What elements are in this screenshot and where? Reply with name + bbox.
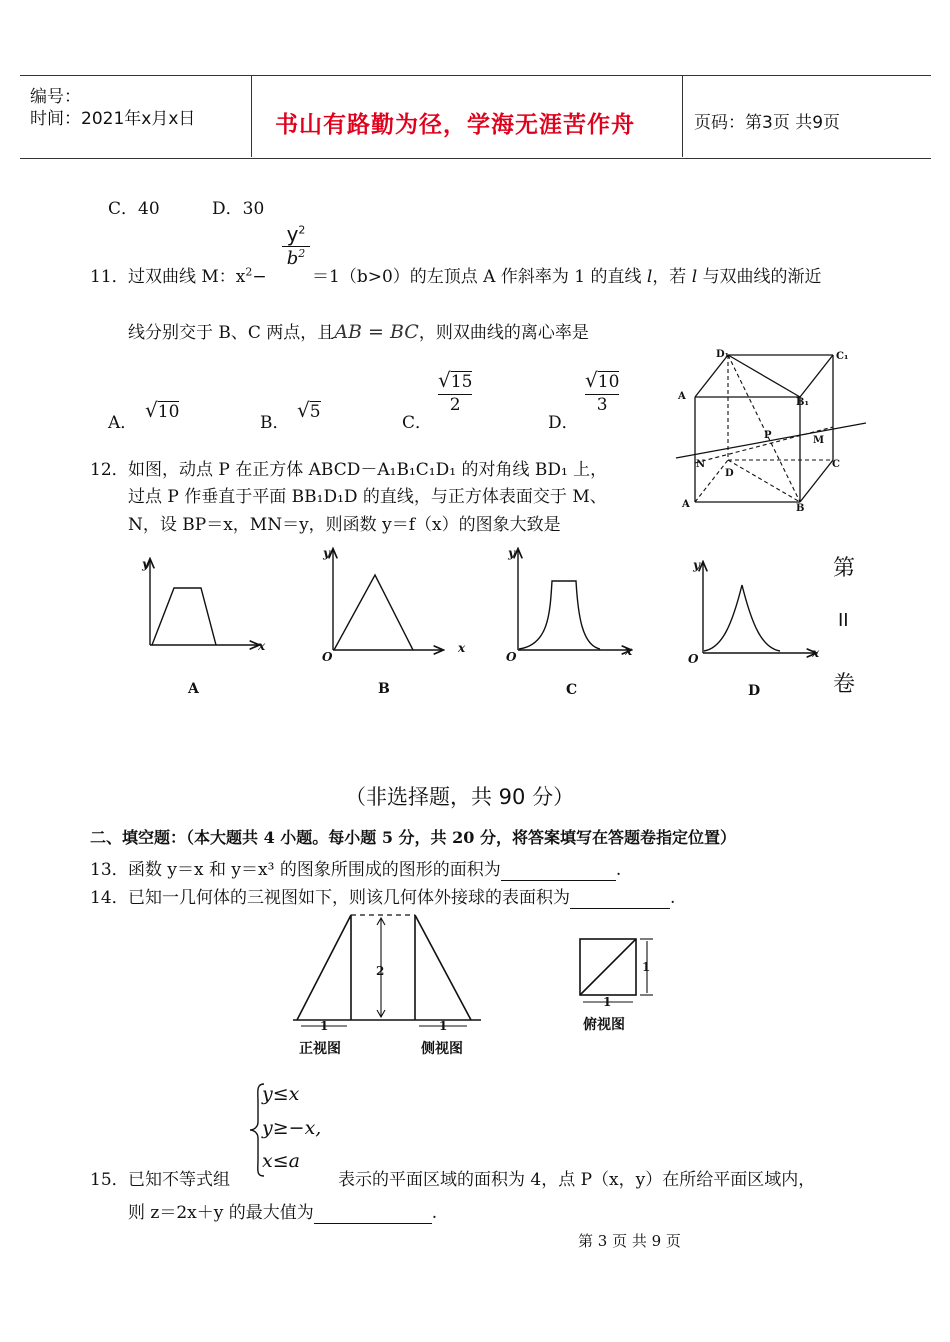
q11-option-c-label: C． — [402, 413, 433, 433]
graph-a-caption: A — [188, 681, 199, 697]
cube-edge — [695, 355, 728, 397]
q15-text-a: 已知不等式组 — [128, 1170, 230, 1190]
graph-b-caption: B — [378, 681, 390, 697]
header-motto: 书山有路勤为径，学海无涯苦作舟 — [275, 112, 635, 138]
side-label-2: II — [838, 610, 849, 631]
graph-d-origin: O — [688, 652, 699, 666]
graph-b-x-label: x — [458, 641, 466, 655]
q12-number: 12． — [90, 460, 129, 480]
graph-a-curve — [152, 588, 216, 645]
side-view-caption: 侧视图 — [421, 1041, 463, 1057]
q15-line2: 则 z＝2x＋y 的最大值为 . — [128, 1203, 438, 1223]
cube-edge — [800, 460, 833, 502]
q11-option-d-label: D． — [548, 413, 579, 433]
q11-text-b: ＝1（b>0）的左顶点 A 作斜率为 1 的直线 l，若 l 与双曲线的渐近 — [312, 267, 822, 287]
graph-b-y-label: y — [323, 546, 330, 560]
label-n: N — [696, 459, 706, 470]
three-views-figure — [285, 905, 665, 1060]
top-view-diagonal — [580, 939, 636, 995]
label-a: A — [682, 499, 690, 510]
q11-fraction: $y^2$ $b^2$ — [282, 222, 310, 269]
q14-text: 已知一几何体的三视图如下，则该几何体外接球的表面积为 . — [128, 888, 676, 908]
cube-edge — [800, 355, 833, 397]
q15-system-2: y≥−x, — [262, 1117, 322, 1139]
q11-option-c-value: √15 2 — [438, 368, 473, 415]
section-fill-blank: 二、填空题：（本大题共 4 小题。每小题 5 分，共 20 分，将答案填写在答题卷指定位置） — [90, 828, 736, 847]
graph-b — [333, 550, 442, 650]
graph-c-y-label: y — [508, 546, 515, 560]
graph-a-x-label: x — [258, 639, 266, 653]
dim-1-side-label: 1 — [439, 1019, 448, 1033]
graph-c-x-label: x — [625, 644, 633, 658]
diagonal-bd1 — [728, 355, 800, 502]
q12-line1: 如图，动点 P 在正方体 ABCD－A₁B₁C₁D₁ 的对角线 BD₁ 上， — [128, 460, 608, 480]
page-footer: 第 3 页 共 9 页 — [578, 1232, 681, 1250]
q11-option-a-label: A． — [108, 413, 138, 433]
graph-d-curve — [704, 585, 780, 651]
q10-option-c: C．40 — [108, 199, 160, 219]
dim-1-top-label: 1 — [603, 995, 612, 1009]
q11-number: 11． — [90, 267, 129, 287]
label-d: D — [725, 468, 734, 479]
header-divider — [251, 75, 252, 157]
cube-figure — [668, 345, 873, 520]
q15-system-3: x≤a — [262, 1150, 300, 1172]
dim-1-front-label: 1 — [320, 1019, 329, 1033]
label-m: M — [813, 435, 825, 446]
graph-d-caption: D — [748, 683, 761, 699]
q13-number: 13． — [90, 860, 129, 880]
q14-number: 14． — [90, 888, 129, 908]
graph-a — [150, 560, 258, 645]
front-view — [297, 915, 351, 1020]
label-a1: A — [678, 391, 686, 402]
q15-text-b: 表示的平面区域的面积为 4，点 P（x，y）在所给平面区域内， — [338, 1170, 816, 1190]
q11-text-a: 过双曲线 M：$x^2-$ — [128, 265, 267, 287]
graph-d — [703, 563, 815, 653]
label-d1: D₁ — [716, 349, 730, 360]
header-number: 编号： — [30, 87, 81, 107]
label-c1: C₁ — [836, 351, 849, 362]
q11-option-b-value: √5 — [297, 398, 321, 422]
q13-text: 函数 y＝x 和 y＝x³ 的图象所围成的图形的面积为 . — [128, 860, 622, 880]
q12-line3: N，设 BP＝x，MN＝y，则函数 y＝f（x）的图象大致是 — [128, 515, 561, 535]
side-view-slant — [415, 915, 471, 1020]
dim-1-top-v-label: 1 — [642, 960, 651, 974]
top-view-caption: 俯视图 — [583, 1017, 625, 1033]
graph-c-curve — [519, 581, 600, 649]
header-time: 时间：2021年x月x日 — [30, 109, 196, 129]
label-c: C — [832, 459, 840, 470]
header-divider — [682, 75, 683, 157]
q10-option-d: D．30 — [212, 199, 265, 219]
graph-d-y-label: y — [693, 558, 700, 572]
q12-line2: 过点 P 作垂直于平面 BB₁D₁D 的直线，与正方体表面交于 M、 — [128, 487, 607, 507]
q11-option-a-value: √10 — [145, 398, 180, 422]
graph-a-y-label: y — [142, 557, 149, 571]
q15-system-1: y≤x — [262, 1083, 300, 1105]
front-view-caption: 正视图 — [299, 1041, 341, 1057]
q11-option-b-label: B． — [260, 413, 290, 433]
graph-c-caption: C — [566, 682, 578, 698]
header-page: 页码：第3页 共9页 — [694, 113, 841, 133]
q11-option-d-value: √10 3 — [585, 368, 620, 415]
graph-b-origin: O — [322, 650, 333, 664]
q11-line2: 线分别交于 B、C 两点，且AB = BC，则双曲线的离心率是 — [128, 321, 589, 343]
label-p: P — [764, 430, 772, 441]
q15-number: 15． — [90, 1170, 129, 1190]
graph-c-origin: O — [506, 650, 517, 664]
graph-c — [518, 550, 630, 650]
graph-d-x-label: x — [812, 646, 820, 660]
side-label-3: 卷 — [833, 672, 856, 697]
dim-2-label: 2 — [376, 964, 385, 978]
label-b: B — [796, 503, 805, 514]
label-b1: B₁ — [796, 397, 809, 408]
q12-graphs — [130, 545, 850, 705]
section-title: （非选择题，共 90 分） — [345, 785, 575, 809]
graph-b-curve — [334, 575, 413, 650]
side-label-1: 第 — [833, 556, 856, 581]
